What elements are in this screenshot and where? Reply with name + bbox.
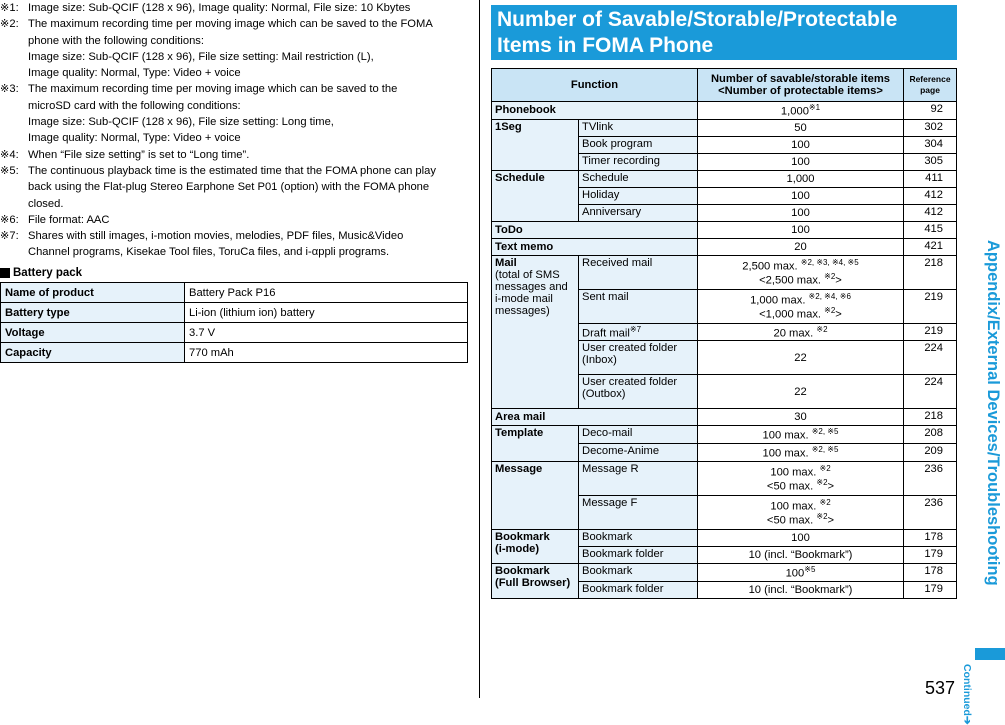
protect-text: <2,500 max.	[759, 274, 825, 287]
row-ref: 302	[904, 119, 957, 136]
row-sublabel	[579, 375, 698, 409]
header-number	[698, 69, 904, 102]
table-row	[1, 283, 468, 303]
label-line: Bookmark	[495, 530, 550, 543]
footnote-line: Image size: Sub-QCIF (128 x 96), File size setting: Mail restriction (L),	[28, 50, 374, 63]
footnote-ref: ※7	[629, 324, 642, 334]
count-text: 1,000 max.	[750, 294, 809, 307]
row-ref: 219	[904, 289, 957, 323]
row-sublabel	[579, 323, 698, 341]
battery-pack-table	[0, 282, 468, 363]
footnote-mark: ※4:	[0, 148, 19, 161]
footnote-ref: ※2, ※3, ※4, ※5	[800, 257, 859, 267]
battery-pack-heading-text: Battery pack	[13, 266, 83, 279]
footnote-1	[0, 0, 470, 16]
row-count: 100	[698, 187, 904, 204]
row-sublabel: Message R	[579, 461, 698, 495]
footnote-6	[0, 212, 470, 228]
row-count	[698, 495, 904, 529]
row-count	[698, 444, 904, 462]
footnote-2	[0, 16, 470, 81]
protect-close: >	[827, 481, 835, 494]
row-ref: 236	[904, 461, 957, 495]
battery-key: Battery type	[1, 303, 185, 323]
table-row	[1, 323, 468, 343]
row-count	[698, 289, 904, 323]
row-ref: 412	[904, 204, 957, 221]
count-text: 2,500 max.	[742, 260, 801, 273]
footnote-4	[0, 147, 470, 163]
label-line: (Full Browser)	[495, 576, 571, 589]
row-sublabel: Decome-Anime	[579, 444, 698, 462]
battery-value: Li-ion (lithium ion) battery	[185, 303, 468, 323]
row-ref: 179	[904, 546, 957, 563]
table-row	[1, 303, 468, 323]
table-row	[492, 221, 957, 238]
row-label	[492, 255, 579, 409]
sublabel-line: (Inbox)	[582, 354, 617, 367]
row-count	[698, 461, 904, 495]
row-label: Schedule	[492, 170, 579, 221]
footnote-line: The maximum recording time per moving image which can be saved to the	[28, 83, 398, 96]
footnote-line: Image size: Sub-QCIF (128 x 96), Image quality: Normal, File size: 10 Kbytes	[28, 2, 411, 14]
side-tab-label: Appendix/External Devices/Troubleshooting	[984, 240, 1002, 586]
footnote-line: The continuous playback time is the estimated time that the FOMA phone can play	[28, 164, 436, 177]
row-sublabel: Holiday	[579, 187, 698, 204]
row-sublabel: Schedule	[579, 170, 698, 187]
row-count	[698, 563, 904, 581]
battery-value: Battery Pack P16	[185, 283, 468, 303]
row-label: Template	[492, 426, 579, 461]
mail-label-sub: messages and	[495, 280, 568, 293]
sublabel-text: Draft mail	[582, 327, 630, 340]
footnote-ref: ※2, ※5	[811, 445, 839, 455]
row-ref: 411	[904, 170, 957, 187]
protect-close: >	[835, 308, 842, 321]
footnote-mark: ※2:	[0, 18, 19, 31]
table-row	[492, 119, 957, 136]
row-ref: 208	[904, 426, 957, 444]
table-row	[492, 563, 957, 581]
battery-key: Name of product	[1, 283, 185, 303]
row-count: 22	[698, 375, 904, 409]
row-label: ToDo	[492, 221, 698, 238]
sublabel-line: User created folder	[582, 376, 678, 389]
row-count: 22	[698, 341, 904, 375]
footnote-line: Image size: Sub-QCIF (128 x 96), File size setting: Long time,	[28, 116, 334, 129]
footnote-ref: ※2, ※4, ※6	[808, 291, 851, 301]
table-row	[492, 102, 957, 120]
row-sublabel: Timer recording	[579, 153, 698, 170]
label-line: (i-mode)	[495, 542, 540, 555]
footnote-line: back using the Flat-plug Stereo Earphone Set P01 (option) with the FOMA phone	[28, 181, 430, 194]
row-ref: 92	[904, 102, 957, 120]
row-count: 100	[698, 221, 904, 238]
footnote-line: When “File size setting” is set to “Long time”.	[28, 148, 250, 161]
count-text: 100 max.	[762, 430, 812, 443]
header-number-line1: Number of savable/storable items	[710, 73, 891, 85]
footnote-line: phone with the following conditions:	[28, 34, 205, 47]
footnote-line: Shares with still images, i-motion movies, melodies, PDF files, Music&Video	[28, 230, 404, 243]
row-ref: 209	[904, 444, 957, 462]
row-count	[698, 323, 904, 341]
footnote-line: Image quality: Normal, Type: Video + voice	[28, 132, 241, 145]
table-row	[492, 238, 957, 255]
items-table	[491, 68, 957, 599]
row-sublabel: Bookmark	[579, 529, 698, 546]
label-line: Bookmark	[495, 564, 550, 577]
header-function: Function	[492, 69, 698, 102]
row-ref: 219	[904, 323, 957, 341]
row-ref: 179	[904, 581, 957, 598]
row-count: 20	[698, 238, 904, 255]
count-text: 20 max.	[773, 327, 817, 340]
footnote-line: microSD card with the following conditions:	[28, 99, 241, 112]
side-tab-bar	[975, 648, 1005, 660]
row-count: 50	[698, 119, 904, 136]
row-sublabel: Deco-mail	[579, 426, 698, 444]
column-divider	[479, 0, 480, 698]
row-ref: 305	[904, 153, 957, 170]
section-title: Number of Savable/Storable/Protectable Items in FOMA Phone	[491, 5, 957, 60]
row-label	[492, 563, 579, 598]
row-ref: 224	[904, 341, 957, 375]
footnote-line: Channel programs, Kisekae Tool files, ToruCa files, and i-αppli programs.	[28, 246, 390, 259]
row-count	[698, 426, 904, 444]
continued-text: Continued	[961, 664, 973, 716]
mail-label: Mail	[495, 256, 517, 269]
battery-value: 3.7 V	[185, 323, 468, 343]
protect-text: <50 max.	[766, 481, 817, 494]
continued-label	[961, 664, 973, 725]
row-sublabel: Received mail	[579, 255, 698, 289]
row-ref: 421	[904, 238, 957, 255]
row-count: 100	[698, 153, 904, 170]
table-row	[492, 170, 957, 187]
row-sublabel: Book program	[579, 136, 698, 153]
row-ref: 178	[904, 563, 957, 581]
row-ref: 218	[904, 409, 957, 426]
row-count: 1,000	[698, 170, 904, 187]
protect-close: >	[827, 515, 835, 528]
row-count	[698, 102, 904, 120]
row-sublabel: Message F	[579, 495, 698, 529]
row-count: 30	[698, 409, 904, 426]
table-row	[492, 426, 957, 444]
sublabel-line: (Outbox)	[582, 388, 626, 401]
row-ref: 304	[904, 136, 957, 153]
footnote-ref: ※1	[808, 103, 821, 112]
square-bullet-icon	[0, 268, 10, 278]
mail-label-sub: i-mode mail	[495, 292, 553, 305]
footnote-ref: ※2, ※5	[811, 427, 839, 437]
footnote-mark: ※7:	[0, 230, 19, 243]
count-text: 100 max.	[762, 447, 812, 460]
row-sublabel: Bookmark	[579, 563, 698, 581]
footnote-ref: ※2	[819, 463, 831, 473]
table-row	[492, 529, 957, 546]
continued-arrow-icon: ➔	[961, 715, 973, 725]
count-text: 100 max.	[770, 500, 820, 513]
footnote-mark: ※6:	[0, 213, 19, 226]
footnote-line: The maximum recording time per moving image which can be saved to the FOMA	[28, 18, 433, 31]
sublabel-line: User created folder	[582, 342, 678, 355]
row-label: Area mail	[492, 409, 698, 426]
row-count	[698, 255, 904, 289]
row-label: Message	[492, 461, 579, 529]
page-number: 537	[925, 678, 956, 698]
row-count: 100	[698, 204, 904, 221]
row-label: Text memo	[492, 238, 698, 255]
footnote-mark: ※3:	[0, 83, 19, 96]
battery-key: Voltage	[1, 323, 185, 343]
mail-label-sub: messages)	[495, 304, 550, 317]
footnote-ref: ※2	[816, 478, 828, 488]
table-row	[1, 343, 468, 363]
row-sublabel: Sent mail	[579, 289, 698, 323]
footnote-line: Image quality: Normal, Type: Video + voice	[28, 67, 241, 80]
header-number-line2: <Number of protectable items>	[718, 85, 883, 97]
battery-value: 770 mAh	[185, 343, 468, 363]
header-reference-line1: Reference	[909, 74, 951, 84]
count-text: 1,000	[780, 105, 809, 118]
row-ref: 224	[904, 375, 957, 409]
table-row	[492, 409, 957, 426]
count-text: 100 max.	[770, 466, 820, 479]
row-count: 100	[698, 136, 904, 153]
footnote-line: closed.	[28, 197, 64, 210]
footnotes	[0, 0, 470, 281]
protect-close: >	[835, 274, 842, 287]
footnote-ref: ※2	[824, 272, 836, 282]
footnote-ref: ※2	[816, 512, 828, 522]
count-text: 100	[785, 567, 805, 580]
row-count: 10 (incl. “Bookmark”)	[698, 546, 904, 563]
protect-text: <50 max.	[766, 515, 817, 528]
footnote-5	[0, 163, 470, 212]
footnote-ref: ※2	[819, 497, 831, 507]
row-count: 100	[698, 529, 904, 546]
row-ref: 178	[904, 529, 957, 546]
row-ref: 415	[904, 221, 957, 238]
row-sublabel: Anniversary	[579, 204, 698, 221]
row-label: 1Seg	[492, 119, 579, 170]
footnote-ref: ※2	[824, 306, 836, 316]
footnote-line: File format: AAC	[28, 213, 110, 226]
row-sublabel: Bookmark folder	[579, 581, 698, 598]
footnote-ref: ※5	[804, 564, 816, 574]
battery-pack-heading	[0, 265, 470, 281]
table-header-row	[492, 69, 957, 102]
row-sublabel	[579, 341, 698, 375]
row-sublabel: TVlink	[579, 119, 698, 136]
battery-key: Capacity	[1, 343, 185, 363]
header-reference	[904, 69, 957, 102]
row-count: 10 (incl. “Bookmark”)	[698, 581, 904, 598]
row-label: Phonebook	[492, 102, 698, 120]
table-row	[492, 255, 957, 289]
footnote-mark: ※5:	[0, 164, 19, 177]
header-reference-line2: page	[920, 85, 940, 95]
mail-label-sub: (total of SMS	[495, 268, 560, 281]
protect-text: <1,000 max.	[759, 308, 825, 321]
footnote-7	[0, 228, 470, 261]
row-ref: 236	[904, 495, 957, 529]
footnote-mark: ※1:	[0, 2, 19, 14]
row-label	[492, 529, 579, 563]
row-sublabel: Bookmark folder	[579, 546, 698, 563]
footnote-3	[0, 81, 470, 146]
table-row	[492, 461, 957, 495]
footnote-ref: ※2	[816, 324, 828, 334]
row-ref: 412	[904, 187, 957, 204]
row-ref: 218	[904, 255, 957, 289]
